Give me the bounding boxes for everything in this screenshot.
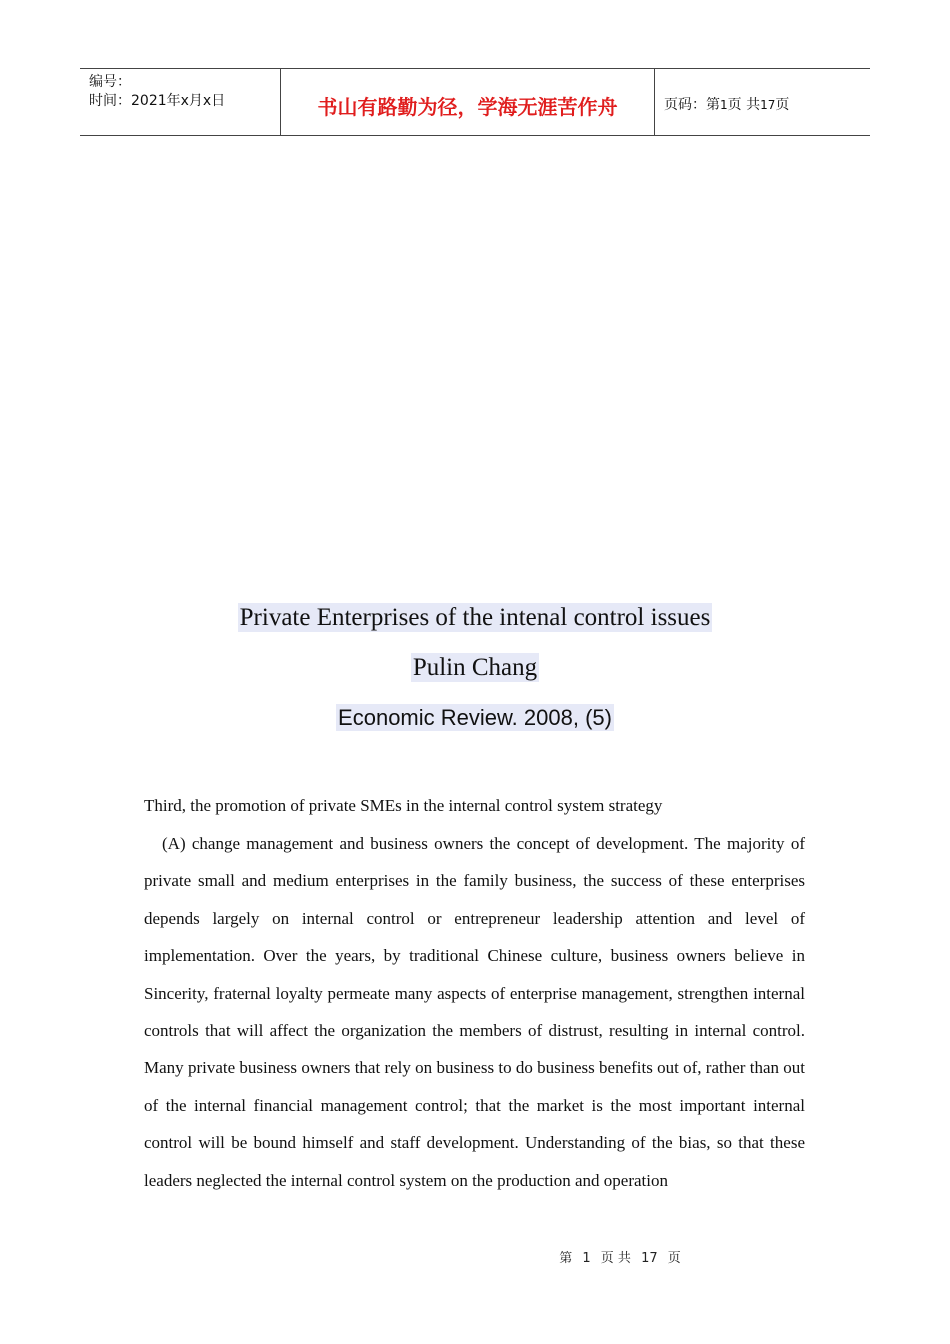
source-line: [0, 705, 950, 731]
header-page-suffix: 页: [775, 97, 790, 113]
document-author: Pulin Chang: [412, 654, 538, 681]
document-title: Private Enterprises of the intenal control issues: [239, 604, 711, 631]
header-motto-cell: [281, 69, 655, 135]
header-page-total: 17: [760, 98, 776, 112]
header-page-prefix: 页码：第: [664, 97, 720, 113]
document-date: 时间：2021年x月x日: [89, 93, 226, 109]
author-line: [0, 654, 950, 682]
document-source: Economic Review. 2008, (5): [338, 705, 612, 730]
header-motto: 书山有路勤为径，学海无涯苦作舟: [317, 95, 618, 119]
document-title-line: [0, 604, 950, 632]
document-header: [80, 68, 870, 136]
header-meta-cell: [80, 69, 281, 135]
footer-suffix: 页: [667, 1251, 681, 1266]
document-number-label: 编号：: [89, 74, 131, 90]
body-paragraph: (A) change management and business owners the concept of development. The majority of private small and medium enterprises in the family business, the success of these enterprises depends largely on internal control or entrepreneur leadership attention and level of implementation. Over the years, by traditional Chinese culture, business owners believe in Sincerity, fraternal loyalty permeate many aspects of enterprise management, strengthen internal controls that will affect the organization the members of distrust, resulting in internal control. Many private business owners that rely on business to do business benefits out of, rather than out of the internal financial management control; that the market is the most important internal control will be bound himself and staff development. Understanding of the bias, so that these leaders neglected the internal control system on the production and operation: [144, 834, 805, 1190]
footer-page-total: 17: [641, 1251, 658, 1266]
footer-page-current: 1: [582, 1251, 591, 1266]
footer-mid: 页 共: [600, 1251, 631, 1266]
footer-prefix: 第: [559, 1251, 573, 1266]
header-page-info: [664, 94, 789, 114]
section-heading: Third, the promotion of private SMEs in the internal control system strategy: [144, 796, 663, 815]
header-page-cell: [655, 69, 870, 135]
header-page-mid: 页 共: [727, 97, 761, 113]
page-footer: [0, 1247, 950, 1266]
header-page-current: 1: [720, 98, 728, 112]
